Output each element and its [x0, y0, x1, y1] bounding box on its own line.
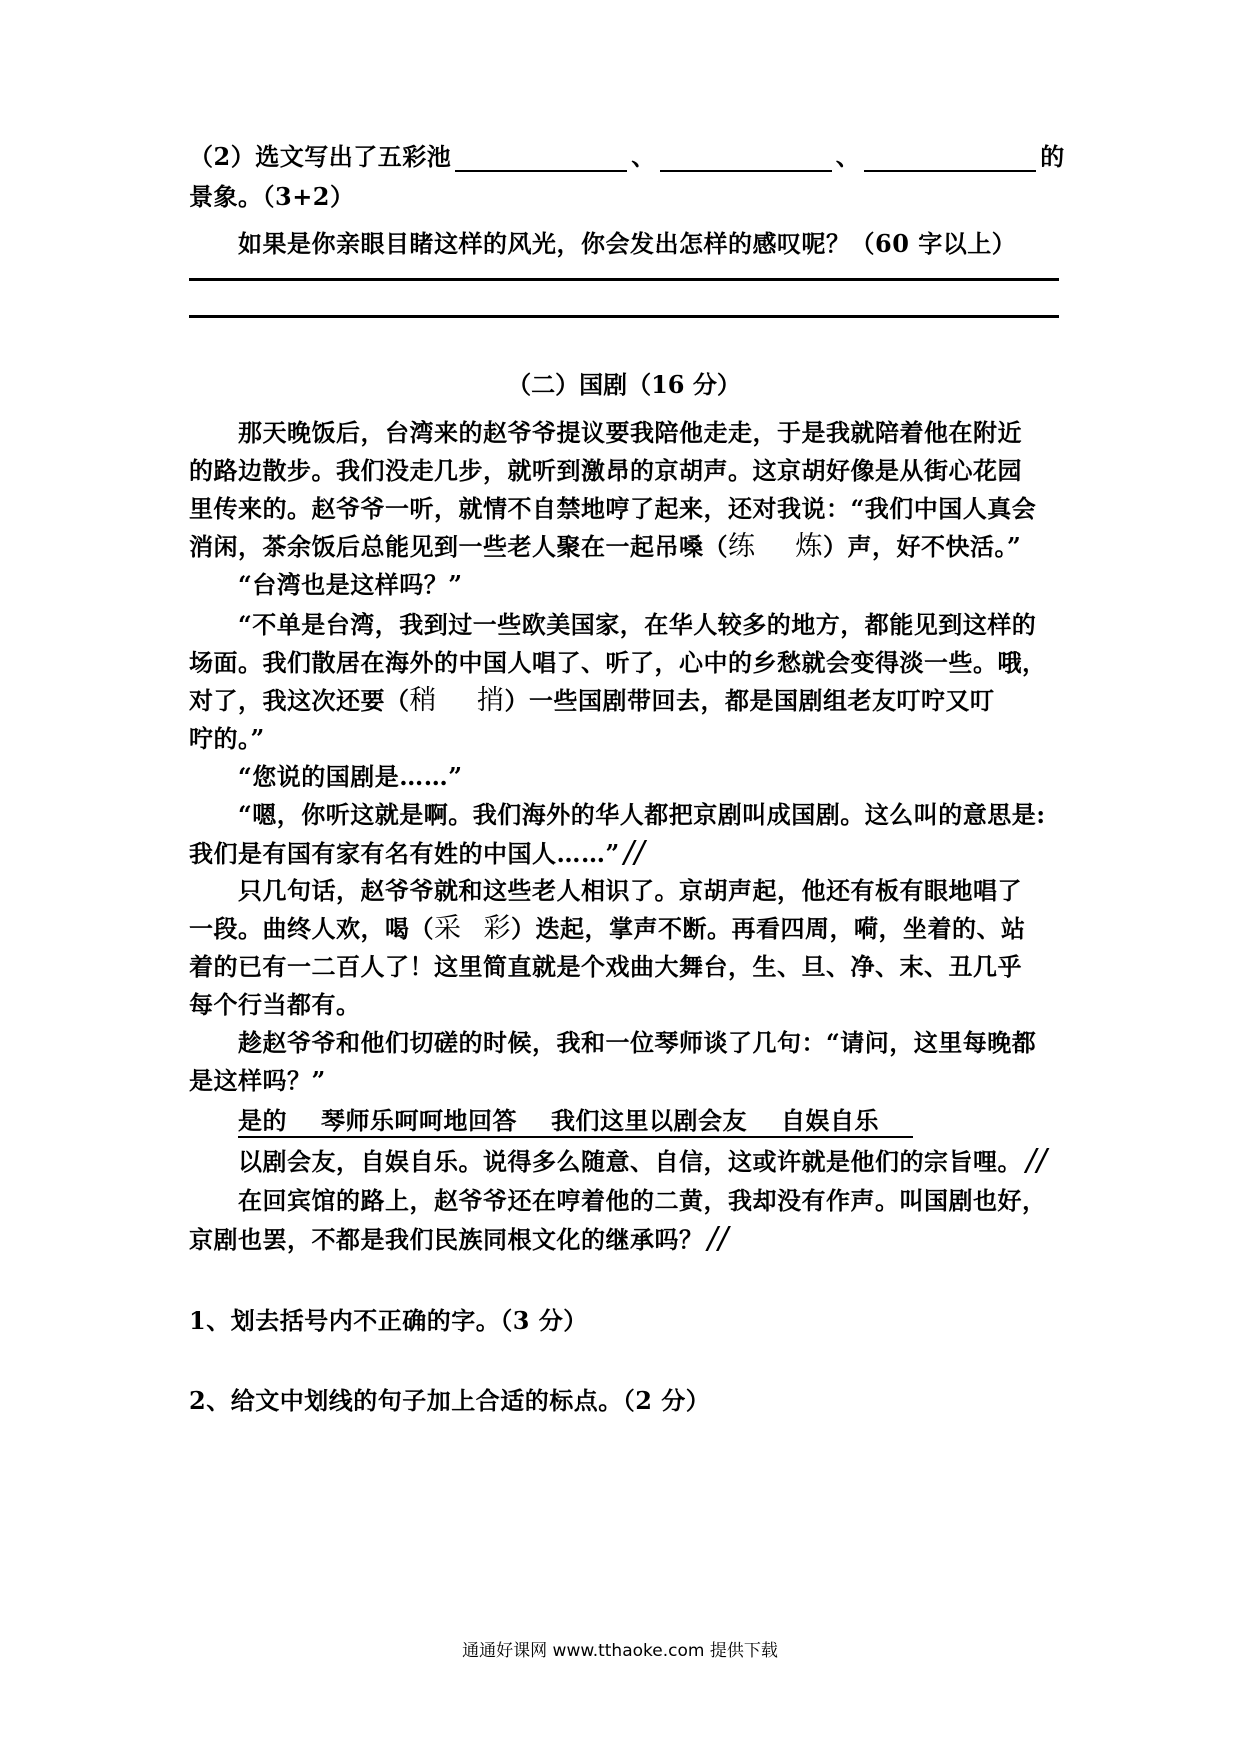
- text-line: 只几句话，赵爷爷就和这些老人相识了。京胡声起，他还有板有眼地唱了: [238, 876, 1022, 905]
- handwritten-mark: //: [623, 835, 646, 870]
- text-line: 每个行当都有。: [189, 990, 361, 1019]
- underline-part: 琴师乐呵呵地回答: [321, 1106, 517, 1135]
- text-line-with-options: [189, 686, 1059, 716]
- text-line: “不单是台湾，我到过一些欧美国家，在华人较多的地方，都能见到这样的: [238, 610, 1037, 639]
- question-2: 2、给文中划线的句子加上合适的标点。（2 分）: [189, 1386, 711, 1415]
- answer-line-1[interactable]: [189, 278, 1059, 281]
- dialogue-line: “台湾也是这样吗？”: [238, 570, 463, 599]
- handwritten-mark: //: [707, 1221, 729, 1256]
- section-title: （二）国剧（16 分）: [507, 370, 741, 399]
- underline-part: 是的: [238, 1106, 287, 1135]
- text-line: 里传来的。赵爷爷一听，就情不自禁地哼了起来，还对我说：“我们中国人真会: [189, 494, 1037, 523]
- text-segment: 以剧会友，自娱自乐。说得多么随意、自信，这或许就是他们的宗旨哩。: [238, 1147, 1022, 1176]
- text-segment: 京剧也罢，不都是我们民族同根文化的继承吗？: [189, 1225, 704, 1254]
- q2-prompt: 如果是你亲眼目睹这样的风光，你会发出怎样的感叹呢？（60 字以上）: [238, 229, 1017, 258]
- text-line: 场面。我们散居在海外的中国人唱了、听了，心中的乡愁就会变得淡一些。哦，: [189, 648, 1047, 677]
- underlined-sentence: [238, 1106, 1059, 1136]
- text-line-with-options: [189, 914, 1059, 944]
- text-line-with-options: [189, 532, 1059, 562]
- text-line: 是这样吗？”: [189, 1066, 326, 1095]
- text-segment: ）声，好不快活。”: [823, 532, 1022, 561]
- q2-text: （2）选文写出了五彩池: [189, 142, 452, 171]
- q2-line1: [189, 142, 1065, 172]
- text-line: “嗯，你听这就是啊。我们海外的华人都把京剧叫成国剧。这么叫的意思是:: [238, 800, 1046, 829]
- footer-text: 通通好课网 www.tthaoke.com 提供下载: [462, 1641, 778, 1661]
- text-segment: 消闲，茶余饭后总能见到一些老人聚在一起吊嗓（: [189, 532, 728, 561]
- option-char[interactable]: 练: [728, 531, 756, 562]
- option-char[interactable]: 彩: [483, 913, 511, 944]
- text-segment: ）一些国剧带回去，都是国剧组老友叮咛又叮: [504, 686, 995, 715]
- text-segment: 对了，我这次还要（: [189, 686, 410, 715]
- text-line: [189, 835, 1059, 870]
- answer-line-2[interactable]: [189, 315, 1059, 318]
- text-line: 在回宾馆的路上，赵爷爷还在哼着他的二黄，我却没有作声。叫国剧也好，: [238, 1186, 1047, 1215]
- text-line: 咛的。”: [189, 724, 265, 753]
- answer-blank-2[interactable]: [660, 146, 832, 172]
- dialogue-line: “您说的国剧是……”: [238, 762, 463, 791]
- text-segment: 一段。曲终人欢，喝（: [189, 914, 434, 943]
- answer-blank-1[interactable]: [455, 146, 627, 172]
- option-char[interactable]: 炼: [795, 531, 823, 562]
- underlined-text: [238, 1106, 913, 1138]
- text-line: 着的已有一二百人了！这里简直就是个戏曲大舞台，生、旦、净、末、丑几乎: [189, 952, 1022, 981]
- option-char[interactable]: 采: [434, 913, 462, 944]
- option-char[interactable]: 捎: [477, 685, 505, 716]
- answer-blank-3[interactable]: [864, 146, 1036, 172]
- text-line: 那天晚饭后，台湾来的赵爷爷提议要我陪他走走，于是我就陪着他在附近: [238, 418, 1022, 447]
- underline-part: 自娱自乐: [781, 1106, 879, 1135]
- text-line: [238, 1143, 1059, 1178]
- separator: 、: [835, 142, 861, 171]
- q2-line2: 景象。（3+2）: [189, 182, 355, 211]
- separator: 、: [631, 142, 656, 171]
- handwritten-mark: //: [1026, 1143, 1048, 1178]
- question-1: 1、划去括号内不正确的字。（3 分）: [189, 1306, 588, 1335]
- text-line: [189, 1221, 1059, 1256]
- text-line: 趁赵爷爷和他们切磋的时候，我和一位琴师谈了几句：“请问，这里每晚都: [238, 1028, 1037, 1057]
- text-segment: ）迭起，掌声不断。再看四周，嗬，坐着的、站: [511, 914, 1026, 943]
- text-segment: 我们是有国有家有名有姓的中国人……”: [189, 839, 620, 868]
- q2-end: 的: [1040, 142, 1065, 171]
- underline-part: 我们这里以剧会友: [551, 1106, 747, 1135]
- text-line: 的路边散步。我们没走几步，就听到激昂的京胡声。这京胡好像是从街心花园: [189, 456, 1022, 485]
- option-char[interactable]: 稍: [409, 685, 437, 716]
